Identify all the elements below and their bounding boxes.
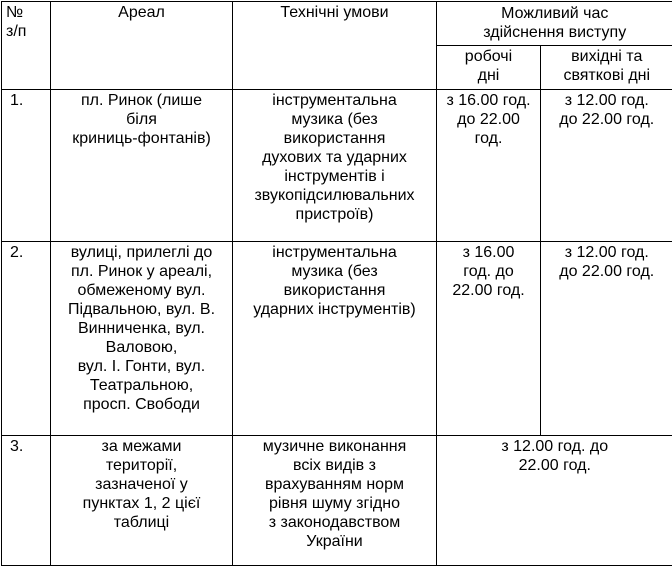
header-time: Можливий час здійснення виступу: [437, 2, 672, 46]
table-row: [2, 242, 672, 436]
row-areal: за межами території, зазначеної у пунктах 1, 2 цієї таблиці: [51, 436, 233, 566]
row-working-time: з 16.00 год. до 22.00 год.: [437, 242, 541, 436]
row-number: 1.: [2, 90, 51, 242]
row-working-time: з 16.00 год. до 22.00 год.: [437, 90, 541, 242]
row-number: 3.: [2, 436, 51, 566]
table-row: [2, 436, 672, 566]
row-time: з 12.00 год. до 22.00 год.: [437, 436, 672, 566]
music-performance-table: [1, 1, 672, 566]
header-working-days: робочі дні: [437, 46, 541, 90]
row-conditions: інструментальна музика (без використання духових та ударних інструментів і звукопідсилювальних пристроїв): [233, 90, 437, 242]
header-conditions: Технічні умови: [233, 2, 437, 90]
row-areal: вулиці, прилеглі до пл. Ринок у ареалі, обмеженому вул. Підвальною, вул. В. Винниченка, вул. Валовою, вул. І. Гонти, вул. Театральною, просп. Свободи: [51, 242, 233, 436]
row-areal: пл. Ринок (лише біля криниць-фонтанів): [51, 90, 233, 242]
row-conditions: інструментальна музика (без використання ударних інструментів): [233, 242, 437, 436]
row-number: 2.: [2, 242, 51, 436]
header-areal: Ареал: [51, 2, 233, 90]
row-conditions: музичне виконання всіх видів з врахуванням норм рівня шуму згідно з законодавством України: [233, 436, 437, 566]
header-number: № з/п: [2, 2, 51, 90]
header-weekends: вихідні та святкові дні: [541, 46, 672, 90]
row-weekend-time: з 12.00 год. до 22.00 год.: [541, 242, 672, 436]
table-row: [2, 90, 672, 242]
row-weekend-time: з 12.00 год. до 22.00 год.: [541, 90, 672, 242]
